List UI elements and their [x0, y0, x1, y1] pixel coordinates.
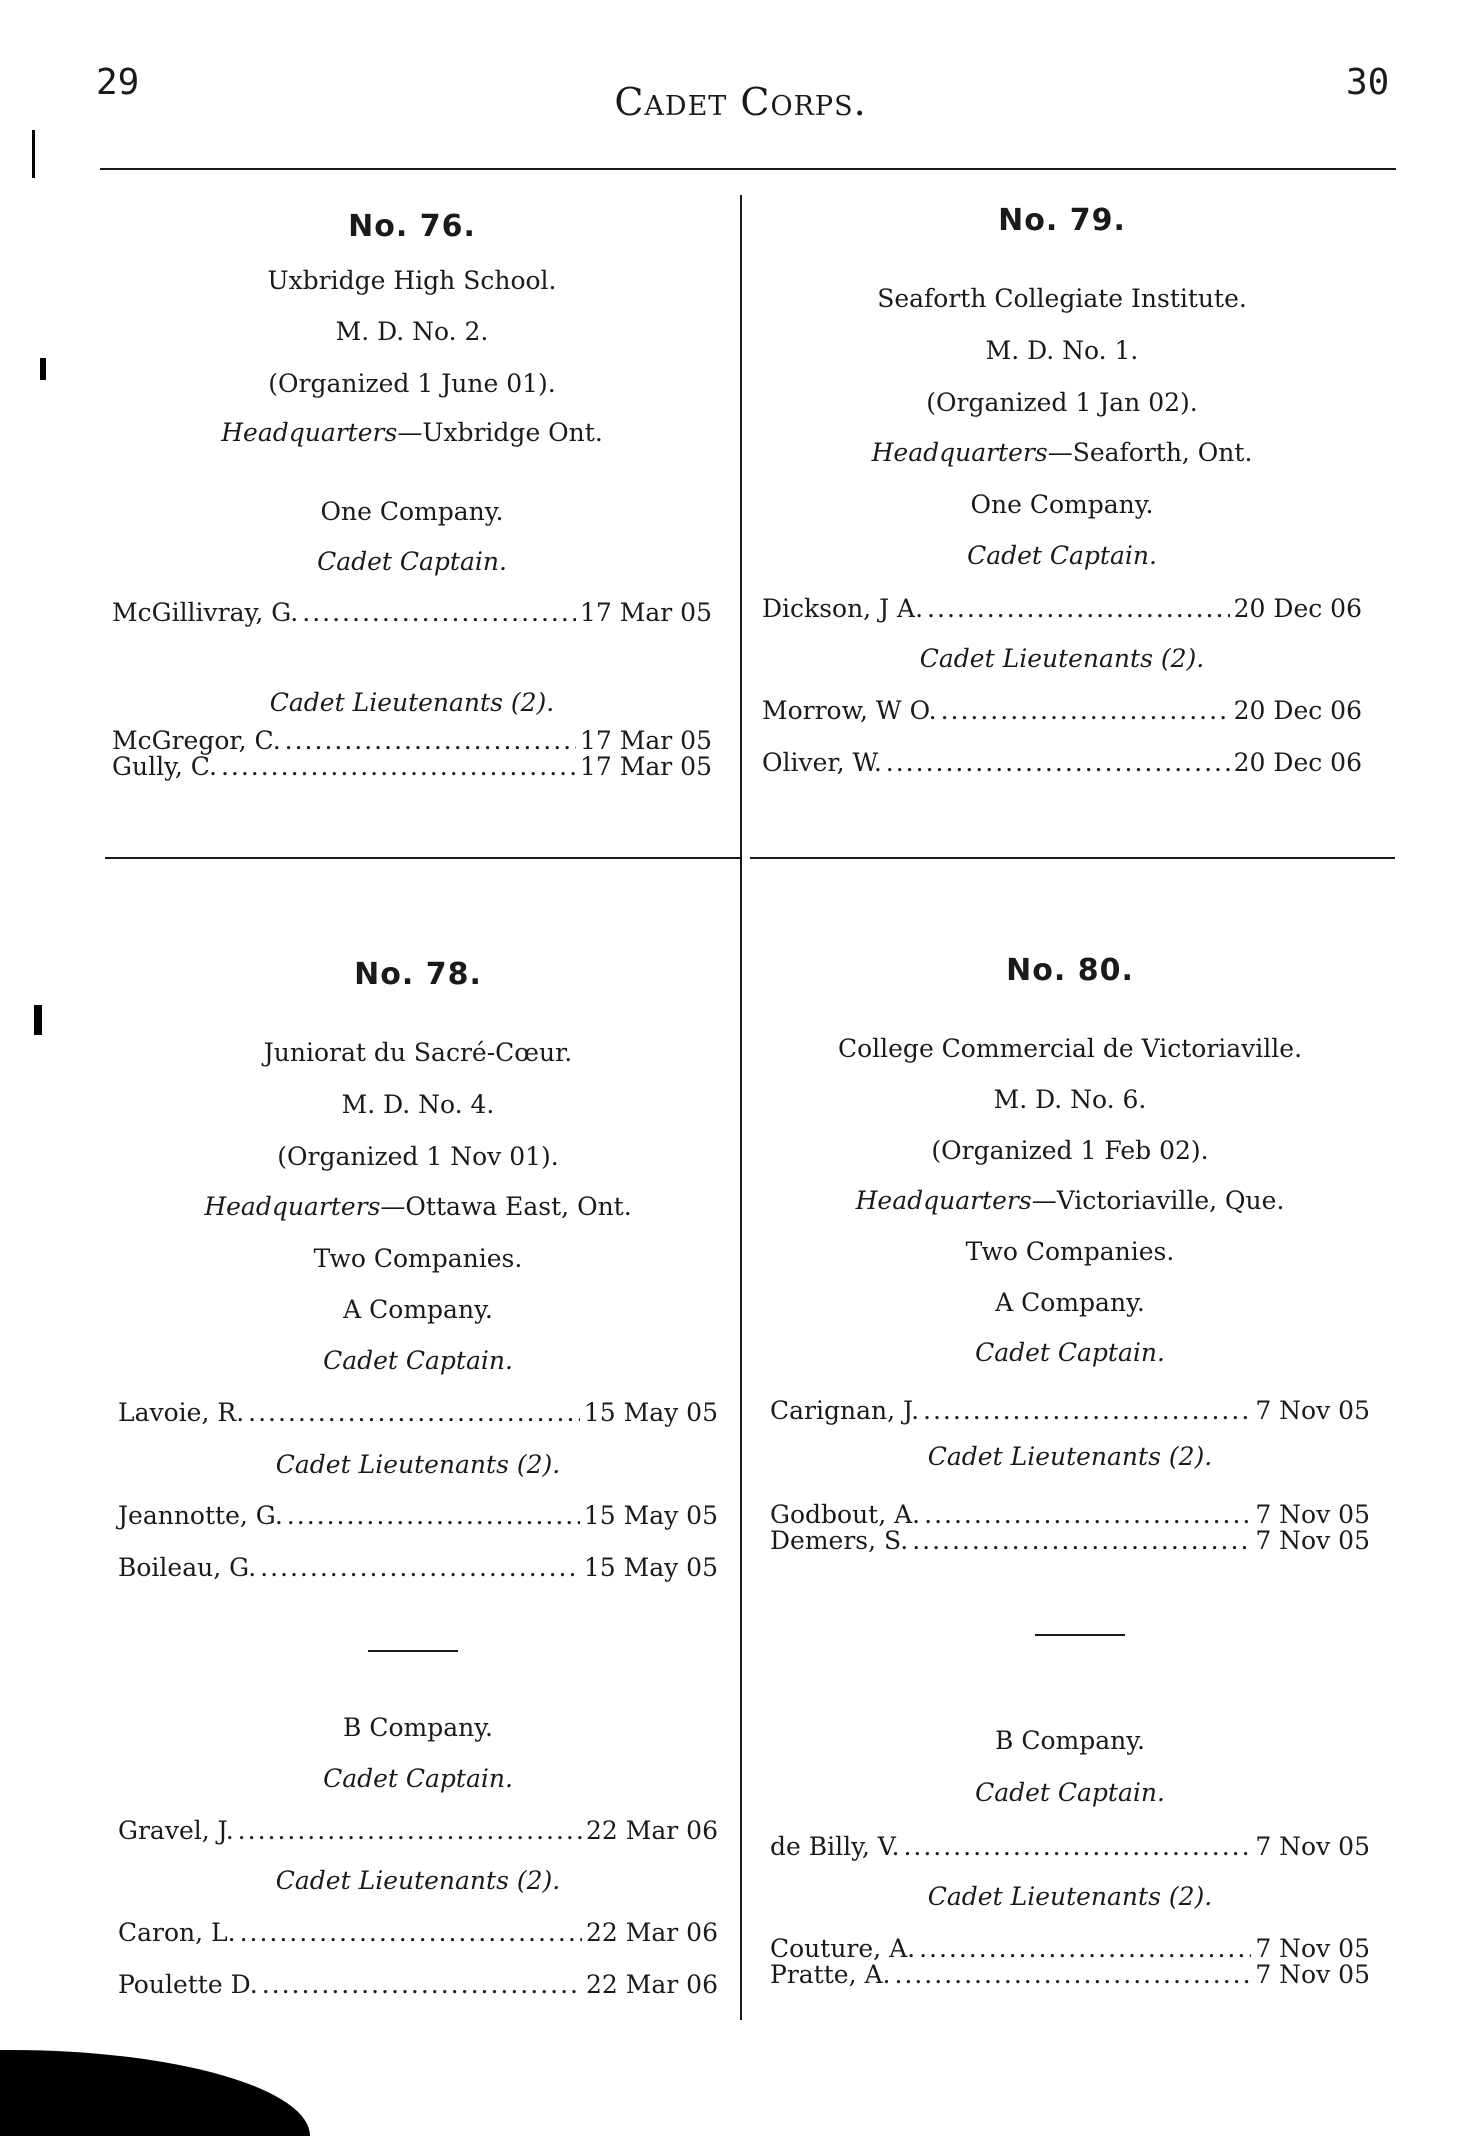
- organized-date: (Organized 1 June 01).: [268, 369, 556, 398]
- roster-name: McGillivray, G.: [112, 598, 299, 627]
- company-label: A Company.: [995, 1288, 1145, 1317]
- headquarters-label: Headquarters: [204, 1192, 381, 1221]
- roster-name: de Billy, V.: [770, 1832, 900, 1861]
- military-district: M. D. No. 6.: [993, 1085, 1147, 1114]
- roster-date: 15 May 05: [583, 1553, 718, 1582]
- headquarters: [118, 1194, 718, 1219]
- roster-row: [762, 698, 1362, 723]
- roster-date: 20 Dec 06: [1233, 594, 1362, 623]
- roster-name: Morrow, W O.: [762, 696, 937, 725]
- headquarters: [770, 1188, 1370, 1213]
- roster-date: 20 Dec 06: [1233, 748, 1362, 777]
- headquarters-value: —Uxbridge Ont.: [397, 418, 603, 447]
- roster-name: Godbout, A.: [770, 1500, 921, 1529]
- roster-name: Dickson, J A.: [762, 594, 924, 623]
- military-district: M. D. No. 4.: [341, 1090, 495, 1119]
- roster-row: [118, 1818, 718, 1843]
- captain-heading: Cadet Captain.: [323, 1346, 513, 1375]
- header-rule: [100, 168, 1396, 170]
- companies-count: Two Companies.: [313, 1244, 523, 1273]
- roster-row: [770, 1834, 1370, 1859]
- roster-date: 7 Nov 05: [1255, 1934, 1370, 1963]
- roster-row: [112, 754, 712, 779]
- roster-row: [770, 1398, 1370, 1423]
- roster-date: 15 May 05: [583, 1501, 718, 1530]
- unit-number: No. 80.: [1006, 953, 1134, 988]
- roster-date: 22 Mar 06: [586, 1970, 718, 1999]
- lieutenants-heading: Cadet Lieutenants (2).: [927, 1882, 1213, 1911]
- roster-date: 7 Nov 05: [1255, 1500, 1370, 1529]
- organized-date: (Organized 1 Feb 02).: [931, 1136, 1209, 1165]
- roster-date: 15 May 05: [583, 1398, 718, 1427]
- company-label: B Company.: [995, 1726, 1145, 1755]
- roster-date: 17 Mar 05: [580, 726, 712, 755]
- school-name: Juniorat du Sacré-Cœur.: [263, 1038, 573, 1067]
- roster-row: [770, 1528, 1370, 1553]
- headquarters-label: Headquarters: [221, 418, 398, 447]
- roster-date: 7 Nov 05: [1255, 1526, 1370, 1555]
- lieutenants-heading: Cadet Lieutenants (2).: [275, 1450, 561, 1479]
- company-label: B Company.: [343, 1713, 493, 1742]
- headquarters-value: —Seaforth, Ont.: [1047, 438, 1253, 467]
- roster-name: Lavoie, R.: [118, 1398, 245, 1427]
- roster-row: [118, 1972, 718, 1997]
- roster-row: [770, 1502, 1370, 1527]
- left-page-number: 29: [96, 62, 140, 103]
- company-separator: [1035, 1634, 1125, 1636]
- roster-row: [770, 1936, 1370, 1961]
- roster-name: Carignan, J.: [770, 1396, 920, 1425]
- roster-date: 7 Nov 05: [1255, 1832, 1370, 1861]
- roster-name: Couture, A.: [770, 1934, 916, 1963]
- school-name: College Commercial de Victoriaville.: [837, 1034, 1303, 1063]
- roster-name: Gully, C.: [112, 752, 217, 781]
- roster-row: [118, 1920, 718, 1945]
- roster-row: [762, 596, 1362, 621]
- roster-date: 22 Mar 06: [586, 1816, 718, 1845]
- roster-name: Gravel, J.: [118, 1816, 234, 1845]
- organized-date: (Organized 1 Jan 02).: [926, 388, 1198, 417]
- roster-name: Oliver, W.: [762, 748, 882, 777]
- left-mid-rule: [105, 857, 740, 859]
- school-name: Uxbridge High School.: [267, 266, 557, 295]
- headquarters-value: —Victoriaville, Que.: [1031, 1186, 1285, 1215]
- page-edge-shadow: [0, 2050, 310, 2136]
- roster-date: 7 Nov 05: [1255, 1396, 1370, 1425]
- lieutenants-heading: Cadet Lieutenants (2).: [927, 1442, 1213, 1471]
- roster-date: 20 Dec 06: [1233, 696, 1362, 725]
- page-title: Cadet Corps.: [614, 80, 867, 124]
- lieutenants-heading: Cadet Lieutenants (2).: [269, 688, 555, 717]
- roster-name: Jeannotte, G.: [118, 1501, 283, 1530]
- binding-mark: [34, 1005, 42, 1035]
- column-divider: [740, 195, 742, 2020]
- binding-mark: [40, 358, 46, 380]
- roster-date: 22 Mar 06: [586, 1918, 718, 1947]
- roster-row: [112, 728, 712, 753]
- right-page-number: 30: [1346, 62, 1390, 103]
- unit-number: No. 78.: [354, 957, 482, 992]
- captain-heading: Cadet Captain.: [975, 1778, 1165, 1807]
- binding-mark: [32, 130, 35, 178]
- roster-date: 17 Mar 05: [580, 752, 712, 781]
- roster-row: [118, 1503, 718, 1528]
- right-mid-rule: [750, 857, 1395, 859]
- roster-name: Boileau, G.: [118, 1553, 257, 1582]
- captain-heading: Cadet Captain.: [317, 547, 507, 576]
- companies-count: One Company.: [970, 490, 1154, 519]
- military-district: M. D. No. 1.: [985, 336, 1139, 365]
- roster-row: [118, 1555, 718, 1580]
- roster-row: [770, 1962, 1370, 1987]
- companies-count: Two Companies.: [965, 1237, 1175, 1266]
- roster-row: [112, 600, 712, 625]
- unit-number: No. 79.: [998, 203, 1126, 238]
- captain-heading: Cadet Captain.: [323, 1764, 513, 1793]
- organized-date: (Organized 1 Nov 01).: [277, 1142, 559, 1171]
- headquarters: [762, 440, 1362, 465]
- company-label: A Company.: [343, 1295, 493, 1324]
- headquarters-label: Headquarters: [871, 438, 1048, 467]
- captain-heading: Cadet Captain.: [967, 541, 1157, 570]
- headquarters-label: Headquarters: [855, 1186, 1032, 1215]
- roster-name: Poulette D.: [118, 1970, 258, 1999]
- roster-name: Demers, S.: [770, 1526, 909, 1555]
- roster-date: 17 Mar 05: [580, 598, 712, 627]
- roster-name: Caron, L.: [118, 1918, 236, 1947]
- headquarters-value: —Ottawa East, Ont.: [380, 1192, 632, 1221]
- military-district: M. D. No. 2.: [335, 317, 489, 346]
- roster-row: [118, 1400, 718, 1425]
- roster-name: McGregor, C.: [112, 726, 281, 755]
- lieutenants-heading: Cadet Lieutenants (2).: [919, 644, 1205, 673]
- roster-date: 7 Nov 05: [1255, 1960, 1370, 1989]
- roster-row: [762, 750, 1362, 775]
- unit-number: No. 76.: [348, 209, 476, 244]
- lieutenants-heading: Cadet Lieutenants (2).: [275, 1866, 561, 1895]
- headquarters: [112, 420, 712, 445]
- captain-heading: Cadet Captain.: [975, 1338, 1165, 1367]
- companies-count: One Company.: [320, 497, 504, 526]
- company-separator: [368, 1650, 458, 1652]
- roster-name: Pratte, A.: [770, 1960, 891, 1989]
- school-name: Seaforth Collegiate Institute.: [877, 284, 1247, 313]
